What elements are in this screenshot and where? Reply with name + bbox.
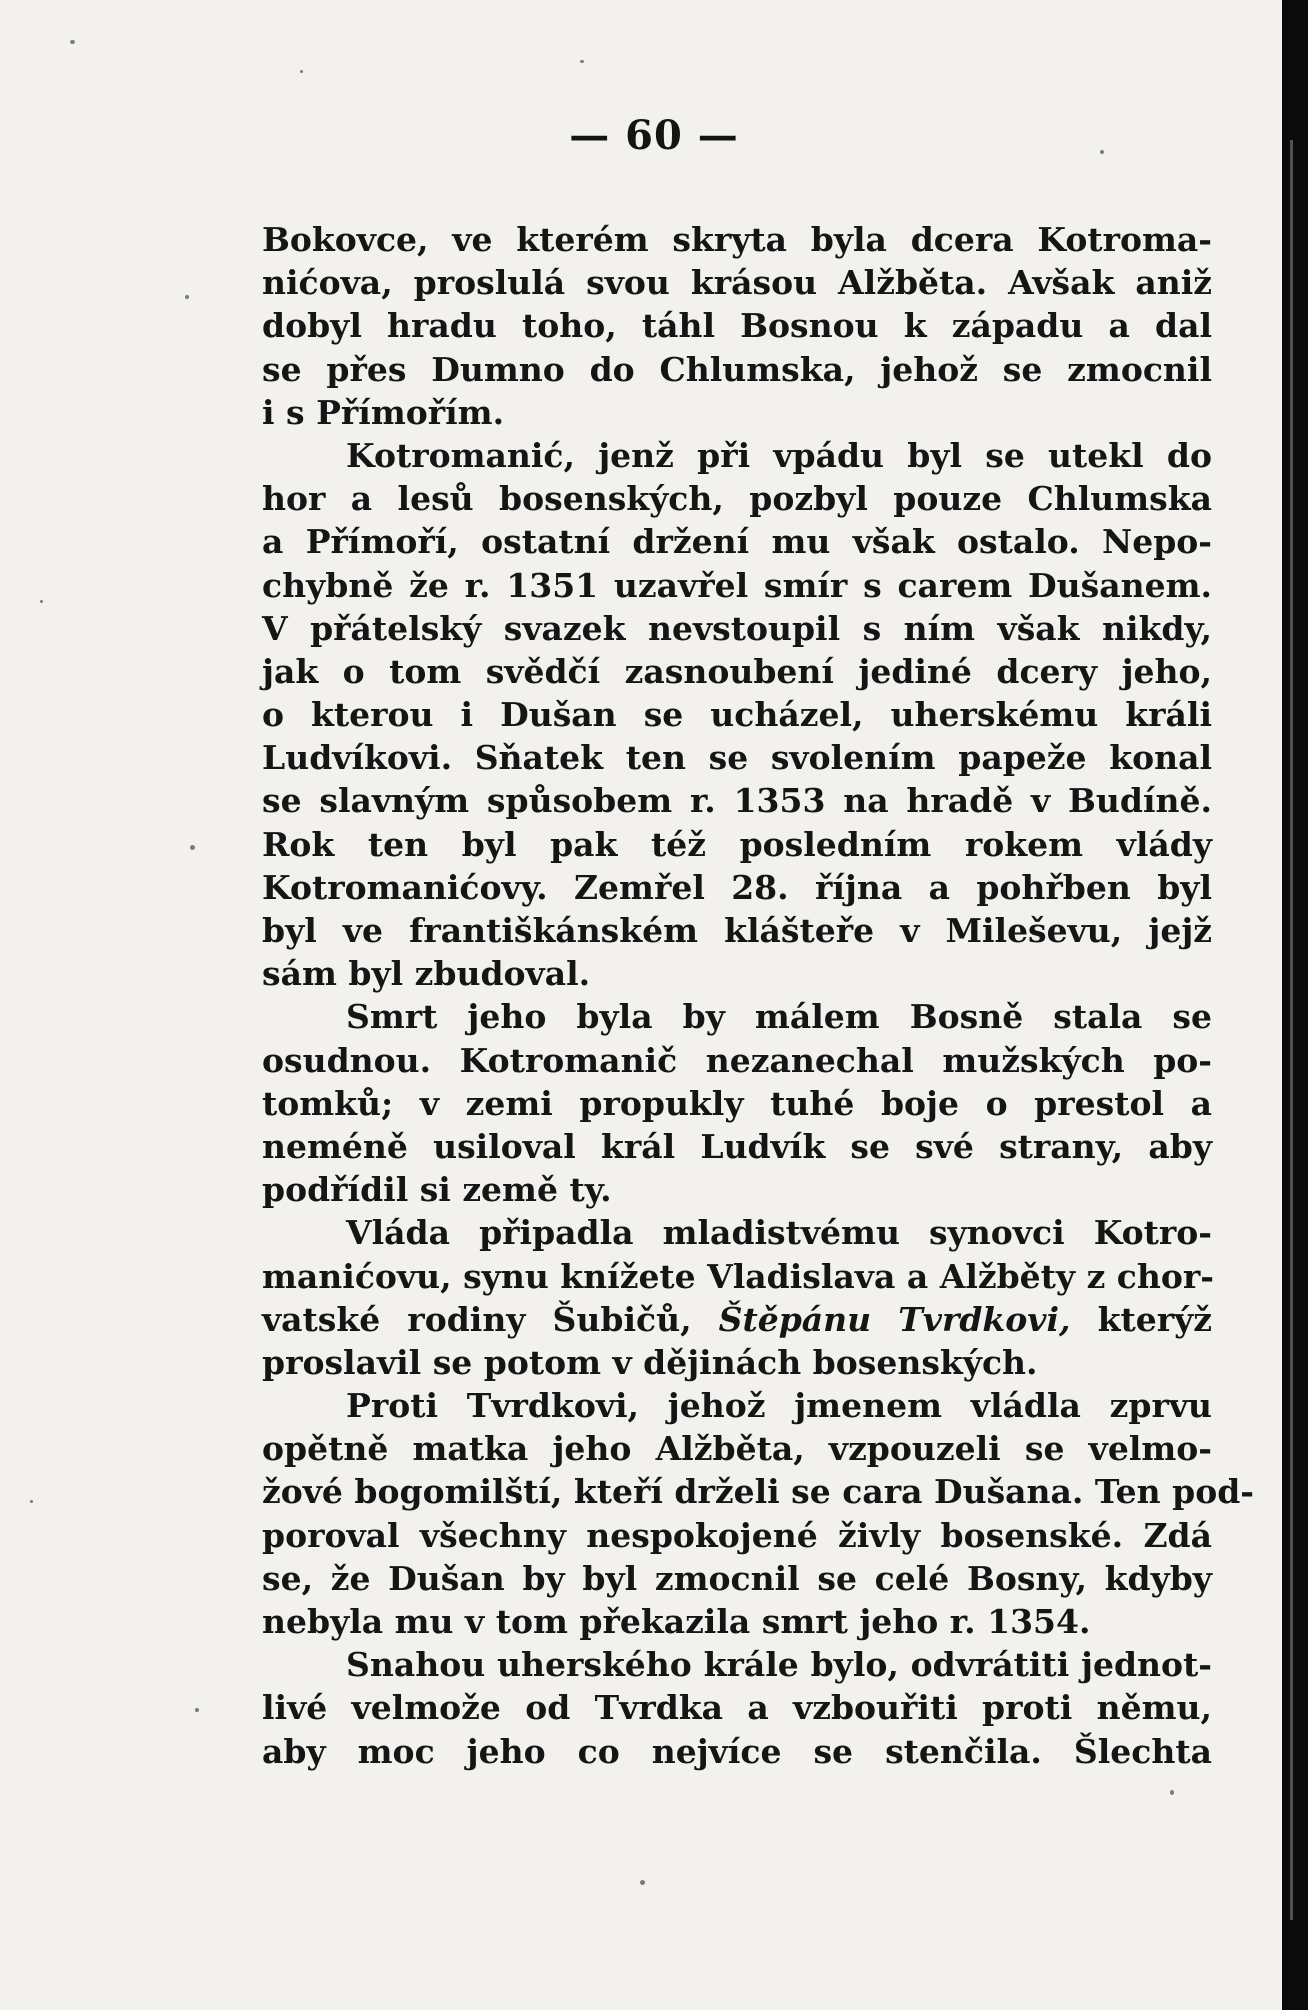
text-line: Bokovce, ve kterém skryta byla dcera Kotroma- (262, 220, 1212, 259)
text-line: hor a lesů bosenských, pozbyl pouze Chlumska (262, 479, 1212, 519)
text-line: Snahou uherského krále bylo, odvrátiti jednot- (346, 1645, 1212, 1685)
text-line: se přes Dumno do Chlumska, jehož se zmocnil (262, 349, 1212, 389)
print-speck (580, 60, 584, 63)
text-line: žové bogomilští, kteří drželi se cara Dušana. Ten pod- (262, 1472, 1254, 1512)
text-line: byl ve františkánském klášteře v Mileševu, jejž (262, 911, 1212, 950)
print-speck (30, 1500, 33, 1503)
text-line: dobyl hradu toho, táhl Bosnou k západu a dal (262, 306, 1212, 346)
text-line: opětně matka jeho Alžběta, vzpouzeli se velmo- (262, 1429, 1212, 1469)
text-line: nićova, proslulá svou krásou Alžběta. Avšak aniž (262, 263, 1212, 303)
text-line: se slavným spůsobem r. 1353 na hradě v Budíně. (262, 781, 1212, 821)
print-speck (300, 70, 303, 73)
text-line: sám byl zbudoval. (262, 954, 591, 994)
text-line: Kotromanićovy. Zemřel 28. října a pohřben byl (262, 867, 1212, 907)
body-text (262, 218, 1254, 1773)
text-line (262, 1298, 1212, 1341)
print-speck (1170, 1790, 1174, 1795)
text-line: tomků; v zemi propukly tuhé boje o prestol a (262, 1083, 1212, 1123)
text-line: i s Přímořím. (262, 392, 505, 432)
text-line: osudnou. Kotromanič nezanechal mužských po- (262, 1040, 1212, 1080)
text-line: se, že Dušan by byl zmocnil se celé Bosny, kdyby (262, 1558, 1212, 1598)
text-line: Vláda připadla mladistvému synovci Kotro- (346, 1213, 1212, 1253)
scan-border (1282, 0, 1308, 2010)
line-segment: kterýž (1097, 1299, 1212, 1339)
text-line: chybně že r. 1351 uzavřel smír s carem Dušanem. (262, 565, 1212, 605)
text-line: Ludvíkovi. Sňatek ten se svolením papeže konal (262, 738, 1212, 778)
text-line: aby moc jeho co nejvíce se stenčila. Šlechta (262, 1731, 1212, 1771)
text-line: Proti Tvrdkovi, jehož jmenem vládla zprvu (346, 1386, 1212, 1426)
text-line: jak o tom svědčí zasnoubení jediné dcery jeho, (262, 651, 1212, 691)
italic-name: Štěpánu Tvrdkovi, (718, 1299, 1071, 1339)
text-line: livé velmože od Tvrdka a vzbouřiti proti němu, (262, 1688, 1212, 1728)
print-speck (190, 845, 195, 850)
text-line: V přátelský svazek nevstoupil s ním však nikdy, (262, 608, 1212, 648)
print-speck (640, 1880, 645, 1885)
print-speck (40, 600, 43, 603)
text-line: o kterou i Dušan se ucházel, uherskému králi (262, 695, 1212, 735)
print-speck (195, 1708, 199, 1712)
text-line: Smrt jeho byla by málem Bosně stala se (346, 997, 1212, 1037)
print-speck (185, 295, 189, 299)
print-speck (70, 40, 75, 44)
text-line: poroval všechny nespokojené živly bosenské. Zdá (262, 1515, 1212, 1555)
text-line: Rok ten byl pak též posledním rokem vlády (262, 824, 1212, 864)
page-number: — 60 — (569, 112, 739, 159)
text-line: nebyla mu v tom překazila smrt jeho r. 1354. (262, 1602, 1091, 1641)
text-line: neméně usiloval král Ludvík se své strany, aby (262, 1126, 1212, 1166)
text-line: proslavil se potom v dějinách bosenských. (262, 1342, 1038, 1382)
text-line: a Přímoří, ostatní držení mu však ostalo. Nepo- (262, 522, 1212, 562)
text-line: Kotromanić, jenž při vpádu byl se utekl do (346, 435, 1212, 475)
scan-edge-streak (1290, 140, 1293, 1920)
line-segment: vatské rodiny Šubičů, (262, 1299, 692, 1339)
text-line: podřídil si země ty. (262, 1170, 612, 1210)
text-line: manićovu, synu knížete Vladislava a Alžběty z chor- (262, 1256, 1214, 1296)
